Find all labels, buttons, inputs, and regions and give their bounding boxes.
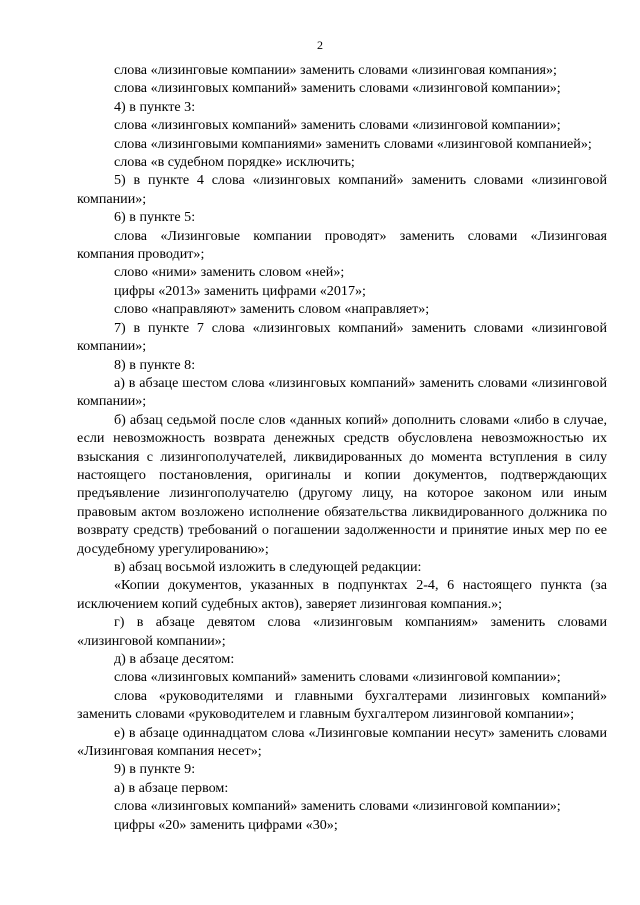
paragraph: слово «направляют» заменить словом «направляет»; [114, 301, 430, 318]
paragraph: слова «лизинговых компаний» заменить словами «лизинговой компании»; [114, 80, 561, 97]
paragraph: слова «лизинговыми компаниями» заменить словами «лизинговой компанией»; [114, 135, 592, 152]
paragraph: слова «лизинговых компаний» заменить словами «лизинговой компании»; [114, 669, 561, 686]
paragraph: в) абзац восьмой изложить в следующей редакции: [114, 558, 422, 575]
paragraph: 4) в пункте 3: [114, 98, 196, 115]
paragraph: цифры «2013» заменить цифрами «2017»; [114, 282, 366, 299]
paragraph: а) в абзаце первом: [114, 779, 229, 796]
paragraph: слова «в судебном порядке» исключить; [114, 154, 355, 171]
paragraph: цифры «20» заменить цифрами «30»; [114, 816, 338, 833]
paragraph: слова «лизинговые компании» заменить словами «лизинговая компания»; [114, 62, 557, 78]
paragraph: 6) в пункте 5: [114, 209, 196, 226]
paragraph: г) в абзаце девятом слова «лизинговым компаниям» заменить словами «лизинговой компании»; [77, 614, 607, 649]
paragraph: д) в абзаце десятом: [114, 651, 235, 667]
paragraph: 5) в пункте 4 слова «лизинговых компаний» заменить словами «лизинговой компании»; [77, 172, 607, 207]
page-number: 2 [317, 38, 323, 52]
document-body [77, 61, 607, 834]
paragraph: слова «лизинговых компаний» заменить словами «лизинговой компании»; [114, 117, 561, 134]
paragraph: слово «ними» заменить словом «ней»; [114, 264, 345, 281]
paragraph: е) в абзаце одиннадцатом слова «Лизинговые компании несут» заменить словами «Лизинговая компания несет»; [77, 724, 607, 760]
paragraph: б) абзац седьмой после слов «данных копий» дополнить словами «либо в случае, если невозможность возврата денежных средств обусловлена невозможностью их взыскания с лизингополучателей, ликвидированных до момента вступления в силу настоящего постановления, оригиналы и копии документов, подтверждающих предъявление лизингополучателю (другому лицу, на которое законом или иным правовым актом возложено исполнение обязательства ликвидированного должника по возврату средств) требований о погашении задолженности и принятие иных мер по ее досудебному урегулированию»; [77, 411, 607, 557]
paragraph: слова «Лизинговые компании проводят» заменить словами «Лизинговая компания проводит»; [77, 227, 607, 263]
paragraph: 7) в пункте 7 слова «лизинговых компаний» заменить словами «лизинговой компании»; [77, 319, 607, 355]
paragraph: 9) в пункте 9: [114, 761, 196, 778]
paragraph: слова «лизинговых компаний» заменить словами «лизинговой компании»; [114, 798, 561, 815]
paragraph: 8) в пункте 8: [114, 356, 196, 373]
paragraph: слова «руководителями и главными бухгалтерами лизинговых компаний» заменить словами «руководителем и главным бухгалтером лизинговой компании»; [77, 687, 607, 723]
paragraph: «Копии документов, указанных в подпунктах 2-4, 6 настоящего пункта (за исключением копий судебных актов), заверяет лизинговая компания.»; [77, 577, 607, 612]
paragraph: а) в абзаце шестом слова «лизинговых компаний» заменить словами «лизинговой компании»; [77, 374, 607, 410]
